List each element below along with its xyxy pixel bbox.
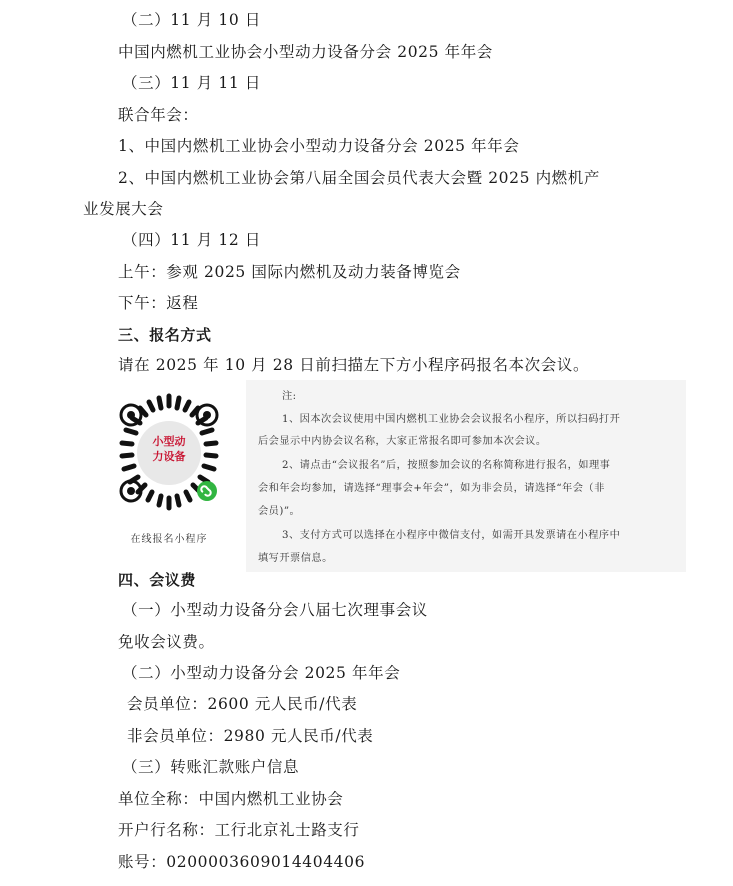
event-line: 中国内燃机工业协会小型动力设备分会 2025 年年会	[118, 43, 493, 61]
note-line: 填写开票信息。	[258, 553, 333, 564]
note-line: 后会显示中内协会议名称，大家正常报名即可参加本次会议。	[258, 436, 547, 447]
mini-program-qr	[104, 388, 234, 548]
section-2-date: （二）11 月 10 日	[122, 11, 261, 29]
account-number: 账号：0200003609014404406	[118, 853, 366, 871]
notes-panel	[246, 380, 686, 572]
event-line: 2、中国内燃机工业协会第八届全国会员代表大会暨 2025 内燃机产	[118, 169, 600, 187]
section-heading: 三、报名方式	[118, 326, 212, 344]
note-line: 1、因本次会议使用中国内燃机工业协会会议报名小程序，所以扫码打开	[282, 414, 621, 425]
fee-line: 免收会议费。	[118, 633, 215, 651]
section-3-date: （三）11 月 11 日	[122, 74, 261, 92]
fee-line: 会员单位：2600 元人民币/代表	[127, 695, 358, 713]
qr-caption: 在线报名小程序	[130, 534, 208, 545]
registration-instruction: 请在 2025 年 10 月 28 日前扫描左下方小程序码报名本次会议。	[118, 356, 590, 374]
note-line: 3、支付方式可以选择在小程序中微信支付，如需开具发票请在小程序中	[282, 530, 621, 541]
schedule-line: 上午：参观 2025 国际内燃机及动力装备博览会	[118, 263, 461, 281]
fee-line: 非会员单位：2980 元人民币/代表	[127, 727, 374, 745]
notes-title: 注:	[282, 391, 297, 402]
fee-subsection: （一）小型动力设备分会八届七次理事会议	[122, 601, 428, 619]
note-line: 2、请点击“会议报名”后，按照参加会议的名称简称进行报名，如理事	[282, 460, 611, 471]
joint-meeting-label: 联合年会：	[118, 106, 199, 124]
section-4-date: （四）11 月 12 日	[122, 231, 261, 249]
event-line: 1、中国内燃机工业协会小型动力设备分会 2025 年年会	[118, 137, 520, 155]
note-line: 会和年会均参加，请选择“理事会+年会”，如为非会员，请选择“年会（非	[258, 483, 605, 494]
account-line: 开户行名称：工行北京礼士路支行	[118, 821, 360, 839]
schedule-line: 下午：返程	[118, 294, 199, 312]
section-heading: 四、会议费	[118, 571, 197, 589]
note-line: 会员)”。	[258, 506, 301, 517]
fee-subsection: （三）转账汇款账户信息	[122, 758, 300, 776]
account-line: 单位全称：中国内燃机工业协会	[118, 790, 344, 808]
event-line-continued: 业发展大会	[83, 200, 164, 218]
fee-subsection: （二）小型动力设备分会 2025 年年会	[122, 664, 401, 682]
qr-center-label: 小型动 力设备	[152, 435, 186, 463]
